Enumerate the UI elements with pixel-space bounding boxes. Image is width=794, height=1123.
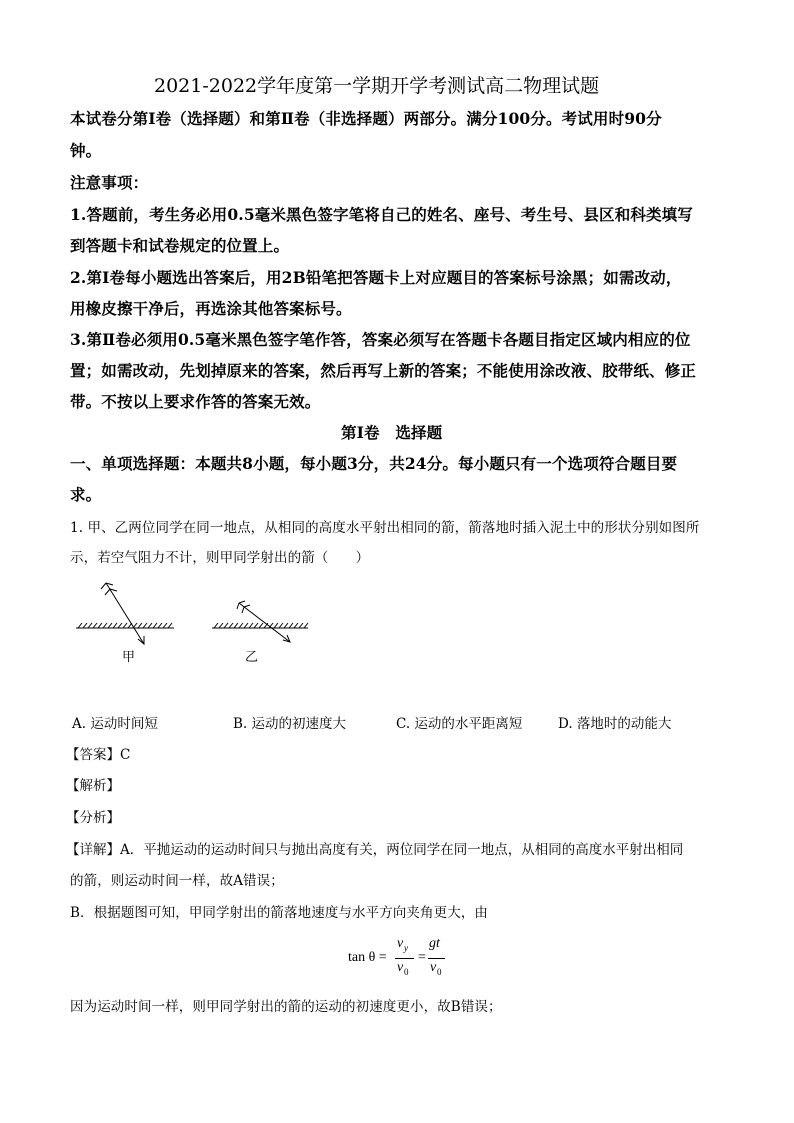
option-d: D. 落地时的动能大 (558, 716, 672, 732)
ground-right (212, 623, 308, 628)
q1-stem-line-1: 1. 甲、乙两位同学在同一地点，从相同的高度水平射出相同的箭，箭落地时插入泥土中的形状分别如图所 (70, 520, 700, 536)
formula-num2: gt (429, 936, 440, 951)
figure-label-yi: 乙 (245, 650, 259, 665)
detail-b-conclusion: 因为运动时间一样，则甲同学射出的箭的运动的初速度更小，故B错误； (70, 999, 502, 1015)
formula-tan-theta (348, 936, 472, 980)
detail-a-line-2: 的箭，则运动时间一样，故A错误； (70, 873, 284, 889)
formula-den2: v (430, 960, 437, 975)
part1-heading-line-2: 求。 (70, 485, 102, 504)
option-c: C. 运动的水平距离短 (396, 716, 523, 732)
analysis-tag: 【解析】 (66, 778, 120, 794)
option-b: B. 运动的初速度大 (233, 716, 347, 732)
note-3-line-1: 3.第Ⅱ卷必须用0.5毫米黑色签字笔作答，答案必须写在答题卡各题目指定区域内相应的位 (70, 330, 691, 349)
detail-a-text-1: A．平抛运动的运动时间只与抛出高度有关，两位同学在同一地点，从相同的高度水平射出相同 (120, 842, 684, 858)
q1-arrow-figure (68, 578, 338, 650)
option-a: A. 运动时间短 (72, 716, 158, 732)
note-2-line-2: 用橡皮擦干净后，再选涂其他答案标号。 (70, 299, 352, 318)
note-3-line-3: 带。不按以上要求作答的答案无效。 (70, 392, 321, 411)
part1-heading-line-1: 一、单项选择题：本题共8小题，每小题3分，共24分。每小题只有一个选项符合题目要 (70, 454, 678, 473)
note-3-line-2: 置；如需改动，先划掉原来的答案，然后再写上新的答案；不能使用涂改液、胶带纸、修正 (70, 361, 697, 380)
figure-label-jia: 甲 (122, 650, 136, 665)
formula-den1: v (397, 960, 404, 975)
formula-den1-sub: 0 (404, 967, 409, 977)
q1-stem-line-2: 示，若空气阻力不计，则甲同学射出的箭（ ） (70, 550, 370, 566)
fenxi-tag: 【分析】 (66, 810, 120, 826)
answer-value: C (120, 747, 131, 763)
detail-b-line: B．根据题图可知，甲同学射出的箭落地速度与水平方向夹角更大，由 (70, 905, 489, 921)
formula-eq: = (418, 950, 426, 965)
notes-heading: 注意事项： (70, 173, 149, 192)
intro-line-1: 本试卷分第Ⅰ卷（选择题）和第Ⅱ卷（非选择题）两部分。满分100分。考试用时90分 (70, 109, 662, 128)
note-1-line-1: 1.答题前，考生务必用0.5毫米黑色签字笔将自己的姓名、座号、考生号、县区和科类填写 (70, 205, 693, 224)
answer-line (66, 743, 130, 763)
intro-line-2: 钟。 (70, 141, 102, 160)
arrow-jia (101, 583, 144, 644)
section-title: 第Ⅰ卷 选择题 (341, 423, 443, 442)
note-1-line-2: 到答题卡和试卷规定的位置上。 (70, 236, 290, 255)
note-2-line-1: 2.第Ⅰ卷每小题选出答案后，用2B铅笔把答题卡上对应题目的答案标号涂黑；如需改动， (70, 268, 682, 287)
ground-left (76, 623, 174, 628)
fraction-bar-1 (395, 958, 414, 959)
detail-a-line-1 (66, 838, 683, 858)
formula-num1-sub: y (404, 943, 408, 953)
answer-tag: 【答案】 (66, 747, 120, 763)
detail-tag: 【详解】 (66, 842, 120, 858)
arrow-yi (237, 601, 290, 642)
page-title: 2021-2022学年度第一学期开学考测试高二物理试题 (154, 75, 600, 97)
formula-den2-sub: 0 (437, 967, 442, 977)
formula-lhs: tan θ = (348, 950, 387, 965)
formula-num1: v (397, 936, 404, 951)
fraction-bar-2 (428, 958, 445, 959)
